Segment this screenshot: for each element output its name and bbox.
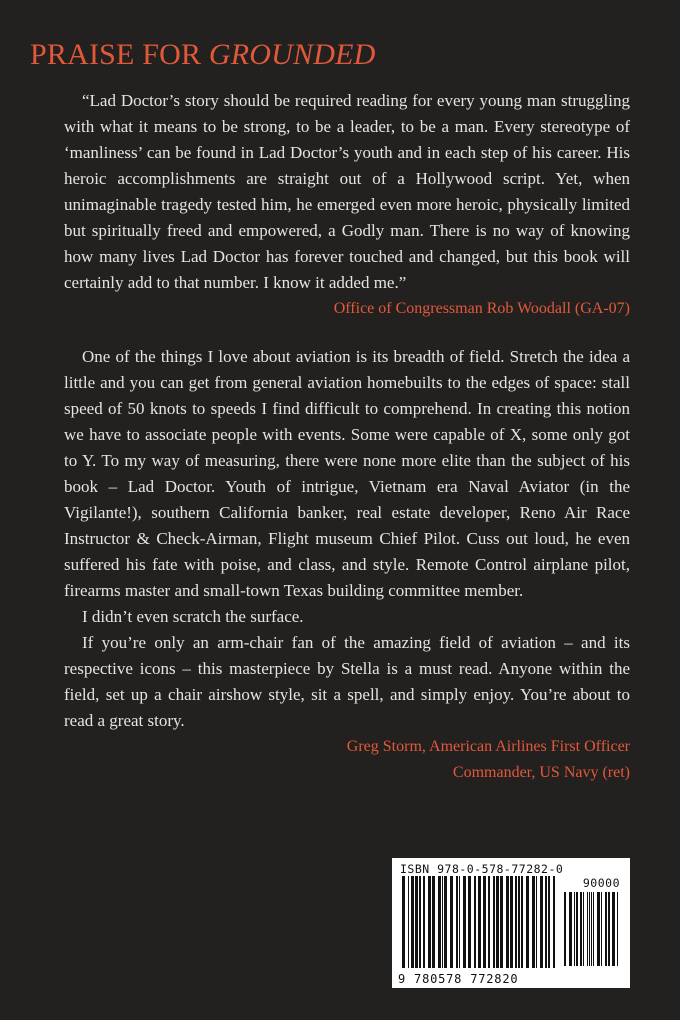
barcode-bar <box>483 876 486 968</box>
barcode-bar <box>402 876 405 968</box>
praise-quote-storm <box>64 344 630 786</box>
barcode-bar <box>468 876 471 968</box>
barcode-bar <box>428 876 431 968</box>
barcode-bar <box>444 876 447 968</box>
isbn-barcode <box>392 858 630 988</box>
barcode-bar <box>608 892 610 966</box>
barcode-bar <box>521 876 523 968</box>
barcode-bar <box>463 876 466 968</box>
barcode-digits: 9 780578 772820 <box>398 972 519 986</box>
barcode-bar <box>597 892 600 966</box>
barcode-bar <box>506 876 509 968</box>
barcode-bar <box>564 892 566 966</box>
barcode-bar <box>474 876 476 968</box>
barcode-bar <box>496 876 499 968</box>
barcode-bar <box>442 876 443 968</box>
barcode-bar <box>574 892 575 966</box>
barcode-bar <box>576 892 578 966</box>
barcode-bar <box>456 876 458 968</box>
barcode-bar <box>408 876 409 968</box>
barcode-bar <box>593 892 594 966</box>
barcode-bar <box>493 876 495 968</box>
heading-book-title: GROUNDED <box>208 38 376 71</box>
barcode-bar <box>488 876 490 968</box>
barcode-bar <box>419 876 421 968</box>
barcode-bar <box>601 892 602 966</box>
barcode-bar <box>545 876 547 968</box>
barcode-bar <box>459 876 460 968</box>
barcode-bar <box>423 876 425 968</box>
barcode-bar <box>553 876 555 968</box>
praise-quote-congressman <box>64 88 630 322</box>
barcode-bar <box>612 892 615 966</box>
barcode-bar <box>450 876 453 968</box>
quote-paragraph: If you’re only an arm-chair fan of the amazing field of aviation – and its respective icons – this masterpiece by Stella is a must read. Anyone within the field, set up a chair airshow style, sit a spell, and simply enjoy. You’re about to read a great story. <box>64 633 630 730</box>
quote-attribution: Office of Congressman Rob Woodall (GA-07) <box>333 300 630 317</box>
barcode-bar <box>605 892 607 966</box>
quote-attribution-name: Greg Storm, American Airlines First Officer <box>346 738 630 755</box>
barcode-bar <box>580 892 582 966</box>
barcode-bar <box>540 876 543 968</box>
barcode-bar <box>591 892 592 966</box>
barcode-bar <box>438 876 441 968</box>
barcode-bar <box>617 892 618 966</box>
barcode-bar <box>518 876 520 968</box>
barcode-bar <box>536 876 537 968</box>
quote-attribution-title: Commander, US Navy (ret) <box>452 764 630 781</box>
barcode-bar <box>587 892 588 966</box>
barcode-bar <box>415 876 418 968</box>
price-code: 90000 <box>582 876 620 890</box>
barcode-bar <box>432 876 435 968</box>
barcode-bar <box>411 876 414 968</box>
price-barcode-bars <box>562 892 622 966</box>
ean-barcode-bars <box>400 876 556 968</box>
quote-text: “Lad Doctor’s story should be required reading for every young man struggling with what it means to be strong, to be a leader, to be a man. Every stereotype of ‘manliness’ can be found in Lad Doctor’s youth and in each step of his career. His heroic accomplishments are straight out of a Hollywood script. Yet, when unimaginable tragedy tested him, he emerged even more heroic, physically limited but spiritually freed and empowered, a Godly man. There is no way of knowing how many lives Lad Doctor has forever touched and changed, but this book will certainly add to that number. I know it added me.” <box>64 91 630 292</box>
quote-paragraph: I didn’t even scratch the surface. <box>82 607 304 626</box>
isbn-label: ISBN 978-0-578-77282-0 <box>400 862 564 876</box>
barcode-bar <box>569 892 572 966</box>
quote-paragraph: One of the things I love about aviation is its breadth of field. Stretch the idea a little and you can get from general aviation homebuilts to the edges of space: stall speed of 50 knots to speeds I find difficult to comprehend. In creating this notion we have to associate people with events. Some were capable of X, some only got to Y. To my way of measuring, there were none more elite than the subject of his book – Lad Doctor. Youth of intrigue, Vietnam era Naval Aviator (in the Vigilante!), southern California banker, real estate developer, Reno Air Race Instructor & Check-Airman, Flight museum Chief Pilot. Cuss out loud, he even suffered his fate with poise, and class, and style. Remote Control airplane pilot, firearms master and small-town Texas building committee member. <box>64 347 630 600</box>
barcode-bar <box>500 876 503 968</box>
barcode-bar <box>532 876 535 968</box>
praise-heading <box>30 38 376 72</box>
heading-prefix: PRAISE FOR <box>30 38 209 71</box>
barcode-bar <box>515 876 517 968</box>
barcode-bar <box>589 892 590 966</box>
barcode-bar <box>583 892 584 966</box>
barcode-bar <box>548 876 550 968</box>
barcode-bar <box>478 876 481 968</box>
barcode-bar <box>526 876 529 968</box>
barcode-bar <box>510 876 513 968</box>
